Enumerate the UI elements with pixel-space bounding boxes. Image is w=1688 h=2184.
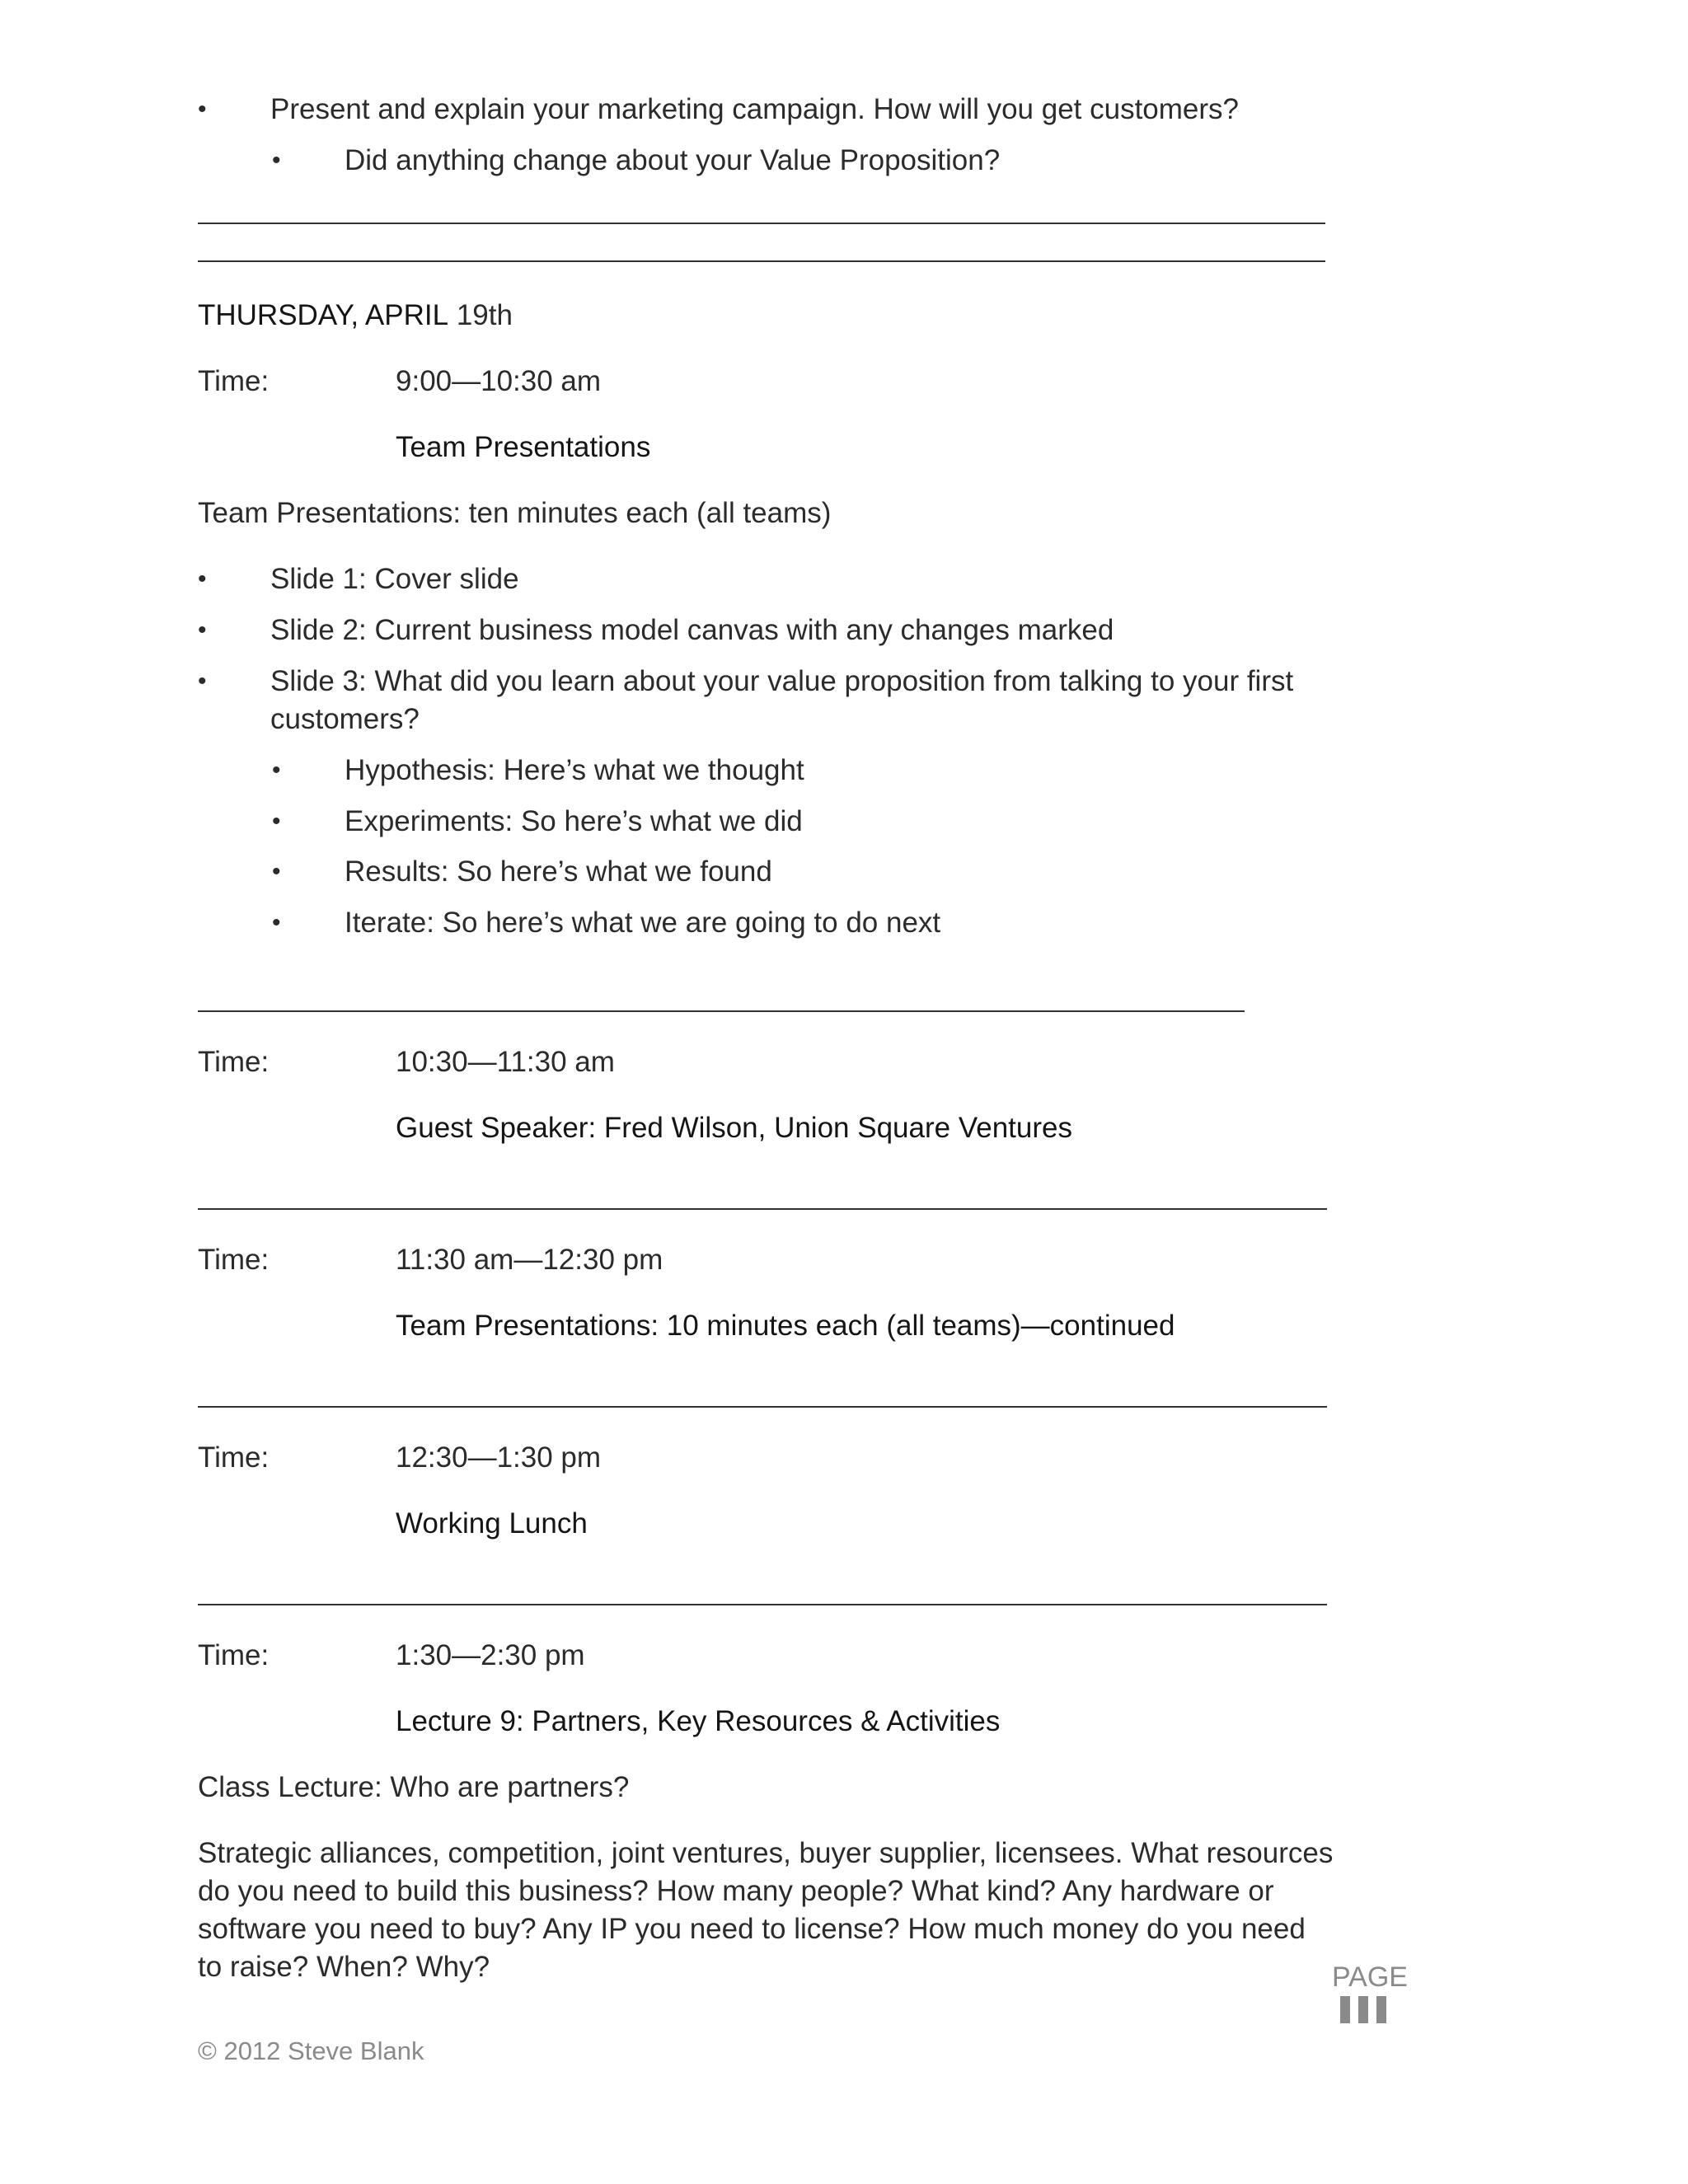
divider — [198, 260, 1325, 262]
bullet: • — [198, 616, 207, 644]
sub-bullet: • — [272, 757, 281, 784]
session-time: 9:00—10:30 am — [396, 365, 602, 397]
session-title: Team Presentations: 10 minutes each (all teams)—continued — [396, 1310, 1175, 1342]
session-time: 10:30—11:30 am — [396, 1046, 615, 1078]
sub-bullet-text: Hypothesis: Here’s what we thought — [345, 754, 804, 786]
slide-item: Slide 3: What did you learn about your value proposition from talking to your first customers? — [270, 665, 1294, 735]
page-number-graphic — [1340, 1996, 1386, 2023]
time-label: Time: — [198, 1441, 270, 1474]
sub-bullet-text: Did anything change about your Value Proposition? — [345, 144, 1001, 176]
bullet: • — [198, 96, 207, 123]
session-time: 1:30—2:30 pm — [396, 1639, 585, 1671]
session-title: Guest Speaker: Fred Wilson, Union Square Ventures — [396, 1112, 1072, 1144]
sub-bullet: • — [272, 858, 281, 885]
session-time: 12:30—1:30 pm — [396, 1441, 602, 1474]
session-title: Lecture 9: Partners, Key Resources & Activities — [396, 1705, 1001, 1737]
time-label: Time: — [198, 1244, 270, 1276]
session-title: Team Presentations — [396, 431, 651, 463]
time-label: Time: — [198, 365, 270, 397]
divider — [198, 1010, 1245, 1012]
sub-bullet-text: Results: So here’s what we found — [345, 855, 772, 888]
time-label: Time: — [198, 1639, 270, 1671]
bullet: • — [198, 668, 207, 695]
day-heading — [198, 297, 513, 335]
divider — [198, 1208, 1327, 1210]
slide-item: Slide 1: Cover slide — [270, 563, 519, 595]
day-heading-weekday: THURSDAY, APRIL — [198, 299, 449, 331]
bullet-text: Present and explain your marketing campaign. How will you get customers? — [270, 93, 1240, 125]
page-label: PAGE — [1332, 1961, 1408, 1993]
sub-bullet: • — [272, 147, 281, 174]
bullet: • — [198, 565, 207, 593]
session-paragraph: Strategic alliances, competition, joint ventures, buyer supplier, licensees. What resources do you need to build this business? How many people? What kind? Any hardware or software you need to buy? Any IP you need to license? How much money do you need to raise? When? Why? — [198, 1837, 1334, 1983]
sub-bullet-text: Iterate: So here’s what we are going to do next — [345, 907, 941, 939]
copyright: © 2012 Steve Blank — [198, 2036, 424, 2065]
sub-bullet: • — [272, 808, 281, 835]
session-intro: Team Presentations: ten minutes each (all teams) — [198, 497, 832, 529]
day-heading-date: 19th — [456, 299, 513, 331]
sub-bullet-text: Experiments: So here’s what we did — [345, 805, 803, 837]
sub-bullet: • — [272, 909, 281, 936]
divider — [198, 1604, 1327, 1605]
slide-item: Slide 2: Current business model canvas with any changes marked — [270, 614, 1114, 646]
divider — [198, 1406, 1327, 1408]
session-title: Working Lunch — [396, 1507, 588, 1540]
time-label: Time: — [198, 1046, 270, 1078]
divider — [198, 223, 1325, 224]
session-intro: Class Lecture: Who are partners? — [198, 1771, 630, 1803]
session-time: 11:30 am—12:30 pm — [396, 1244, 663, 1276]
